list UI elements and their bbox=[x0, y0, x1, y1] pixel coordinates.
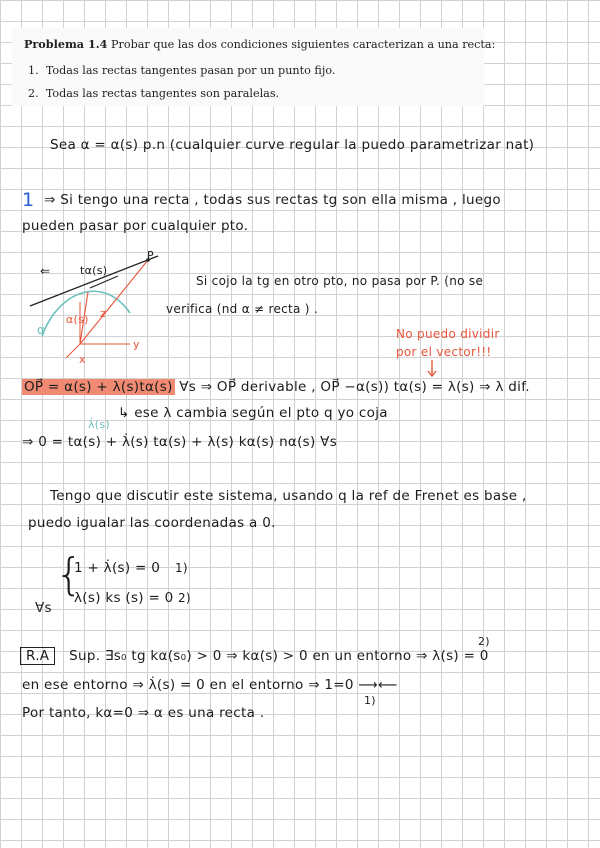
label-tangent: tα(s) bbox=[80, 264, 108, 277]
red-note-line-1: No puedo dividir bbox=[396, 327, 500, 341]
system-eq-2: λ(s) ks (s) = 0 bbox=[74, 590, 174, 606]
label-alpha: α bbox=[37, 323, 46, 337]
problem-box bbox=[12, 28, 496, 106]
lambda-dot-label: λ̇(s) bbox=[88, 418, 111, 431]
label-y: y bbox=[133, 338, 140, 351]
label-p: P bbox=[147, 249, 154, 262]
op-equation bbox=[22, 379, 530, 395]
ra-label: R.A bbox=[20, 647, 55, 665]
system-intro-line-2: puedo igualar las coordenadas a 0. bbox=[28, 515, 276, 531]
tangent-vector bbox=[90, 276, 118, 288]
lambda-note: ↳ ese λ cambia según el pto q yo coja bbox=[118, 405, 388, 421]
system-eq-1-tag: 1) bbox=[175, 561, 188, 575]
label-z: z bbox=[100, 307, 107, 320]
ra-line-1-text: Sup. ∃s₀ tg kα(s₀) > 0 ⇒ kα(s) > 0 en un entorno ⇒ λ(s) = 0 bbox=[69, 648, 489, 664]
intro-line: Sea α = α(s) p.n (cualquier curve regular la puedo parametrizar nat) bbox=[50, 137, 535, 153]
op-equation-rest: ∀s ⇒ OP⃗ derivable , OP⃗ −α(s)) tα(s) = λ(s) ⇒ λ dif. bbox=[174, 379, 530, 395]
red-arrow-down-icon bbox=[425, 360, 439, 380]
ra-line-2: en ese entorno ⇒ λ̇(s) = 0 en el entorno ⇒ 1=0 ⟶⟵ bbox=[22, 677, 398, 693]
remark-line-1: Si cojo la tg en otro pto, no pasa por P. (no se bbox=[196, 274, 484, 288]
problem-item-number: 1. bbox=[28, 64, 39, 77]
system-eq-1: 1 + λ̇(s) = 0 bbox=[74, 560, 161, 576]
problem-heading: Problema 1.4 bbox=[24, 37, 108, 51]
problem-item-number: 2. bbox=[28, 87, 39, 100]
ra-line-3: Por tanto, kα=0 ⇒ α es una recta . bbox=[22, 705, 265, 721]
x-axis bbox=[66, 344, 80, 358]
ra-tag-1: 1) bbox=[364, 694, 376, 707]
op-equation-highlight: OP⃗ = α(s) + λ(s)tα(s) bbox=[24, 379, 173, 395]
part-number: 1 bbox=[22, 189, 35, 211]
system-intro-line-1: Tengo que discutir este sistema, usando q la ref de Frenet es base , bbox=[50, 488, 527, 504]
problem-item-1 bbox=[28, 64, 335, 77]
part1-line-2: pueden pasar por cualquier pto. bbox=[22, 218, 249, 234]
problem-title-line bbox=[24, 37, 495, 51]
problem-item-2 bbox=[28, 87, 279, 100]
problem-item-text: Todas las rectas tangentes pasan por un punto fijo. bbox=[45, 64, 336, 77]
system-forall: ∀s bbox=[35, 600, 52, 616]
ra-tag-2: 2) bbox=[478, 635, 490, 648]
red-note-line-2: por el vector!!! bbox=[396, 345, 492, 359]
diagram-arrow: ⇐ bbox=[40, 264, 51, 278]
ra-line-1 bbox=[20, 648, 489, 664]
system-brace: { bbox=[55, 549, 84, 600]
problem-statement: Probar que las dos condiciones siguientes caracterizan a una recta: bbox=[110, 38, 496, 51]
system-eq-2-tag: 2) bbox=[178, 591, 191, 605]
problem-item-text: Todas las rectas tangentes son paralelas. bbox=[45, 87, 280, 100]
label-x: x bbox=[79, 353, 86, 366]
label-alpha-s: α(s) bbox=[66, 313, 89, 326]
remark-line-2: verifica (nd α ≠ recta ) . bbox=[166, 302, 319, 316]
part1-line-1: ⇒ Si tengo una recta , todas sus rectas tg son ella misma , luego bbox=[44, 192, 501, 208]
derivative-equation: ⇒ 0 = tα(s) + λ̇(s) tα(s) + λ(s) kα(s) nα(s) ∀s bbox=[22, 434, 338, 450]
